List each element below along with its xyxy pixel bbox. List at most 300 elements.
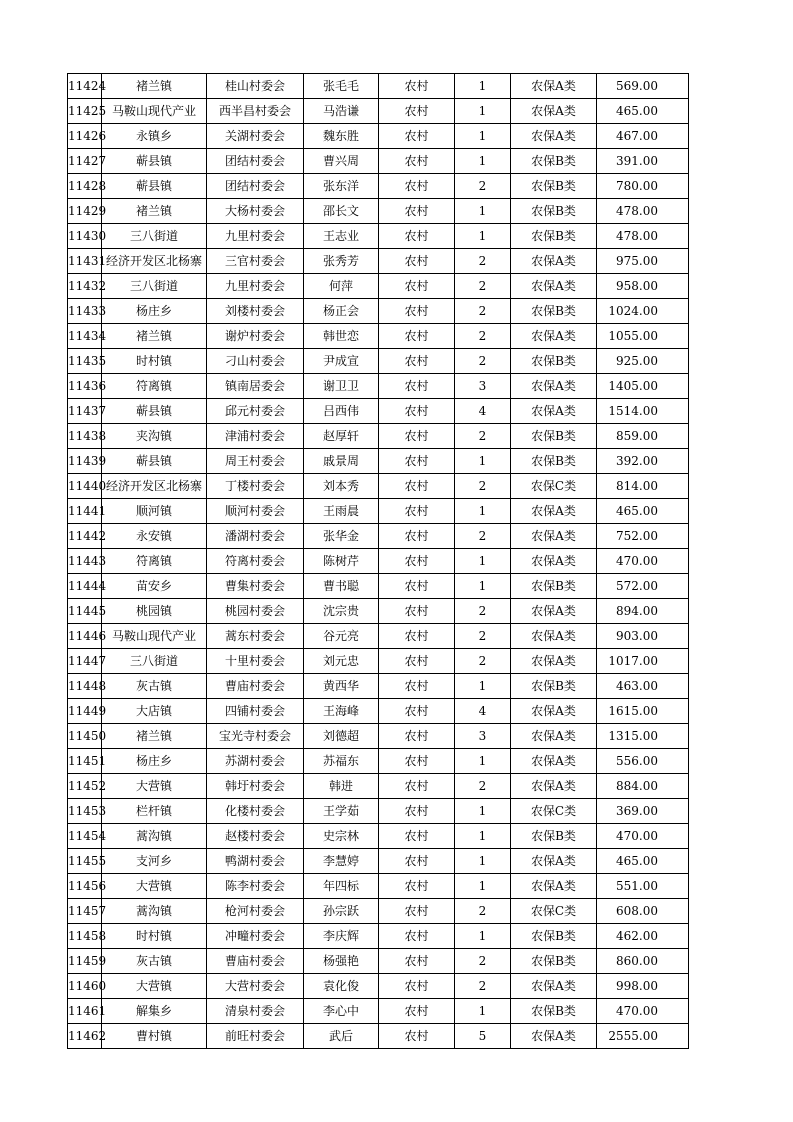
record-id-cell: 11435 xyxy=(68,349,102,374)
amount-cell: 1024.00 xyxy=(597,299,689,324)
recipient-name-cell: 戚景周 xyxy=(304,449,379,474)
amount-cell: 470.00 xyxy=(597,824,689,849)
recipient-name-cell: 史宗林 xyxy=(304,824,379,849)
recipient-name-cell: 何萍 xyxy=(304,274,379,299)
record-id-cell: 11425 xyxy=(68,99,102,124)
village-committee-cell: 谢炉村委会 xyxy=(207,324,304,349)
table-row xyxy=(68,274,689,299)
township-cell: 蒿沟镇 xyxy=(102,824,207,849)
township-cell: 夹沟镇 xyxy=(102,424,207,449)
insurance-category-cell: 农保B类 xyxy=(511,174,597,199)
family-size-cell: 2 xyxy=(455,474,511,499)
township-cell: 苗安乡 xyxy=(102,574,207,599)
household-type-cell: 农村 xyxy=(379,649,455,674)
family-size-cell: 1 xyxy=(455,124,511,149)
table-row xyxy=(68,649,689,674)
village-committee-cell: 清泉村委会 xyxy=(207,999,304,1024)
insurance-category-cell: 农保A类 xyxy=(511,849,597,874)
village-committee-cell: 曹庙村委会 xyxy=(207,674,304,699)
village-committee-cell: 鸭湖村委会 xyxy=(207,849,304,874)
village-committee-cell: 九里村委会 xyxy=(207,224,304,249)
township-cell: 灰古镇 xyxy=(102,949,207,974)
recipient-name-cell: 张毛毛 xyxy=(304,74,379,99)
household-type-cell: 农村 xyxy=(379,899,455,924)
insurance-category-cell: 农保A类 xyxy=(511,124,597,149)
family-size-cell: 2 xyxy=(455,274,511,299)
recipient-name-cell: 沈宗贵 xyxy=(304,599,379,624)
village-committee-cell: 前旺村委会 xyxy=(207,1024,304,1049)
household-type-cell: 农村 xyxy=(379,449,455,474)
insurance-category-cell: 农保A类 xyxy=(511,774,597,799)
insurance-category-cell: 农保B类 xyxy=(511,949,597,974)
family-size-cell: 3 xyxy=(455,724,511,749)
table-row xyxy=(68,124,689,149)
recipient-name-cell: 王海峰 xyxy=(304,699,379,724)
roster-body xyxy=(68,74,689,1049)
insurance-category-cell: 农保A类 xyxy=(511,624,597,649)
amount-cell: 392.00 xyxy=(597,449,689,474)
amount-cell: 860.00 xyxy=(597,949,689,974)
township-cell: 符离镇 xyxy=(102,549,207,574)
table-row xyxy=(68,774,689,799)
amount-cell: 859.00 xyxy=(597,424,689,449)
village-committee-cell: 桂山村委会 xyxy=(207,74,304,99)
village-committee-cell: 三官村委会 xyxy=(207,249,304,274)
recipient-name-cell: 李慧婷 xyxy=(304,849,379,874)
village-committee-cell: 潘湖村委会 xyxy=(207,524,304,549)
recipient-name-cell: 魏东胜 xyxy=(304,124,379,149)
household-type-cell: 农村 xyxy=(379,924,455,949)
village-committee-cell: 周王村委会 xyxy=(207,449,304,474)
township-cell: 时村镇 xyxy=(102,349,207,374)
table-row xyxy=(68,549,689,574)
household-type-cell: 农村 xyxy=(379,599,455,624)
village-committee-cell: 四铺村委会 xyxy=(207,699,304,724)
recipient-name-cell: 刘本秀 xyxy=(304,474,379,499)
record-id-cell: 11462 xyxy=(68,1024,102,1049)
record-id-cell: 11446 xyxy=(68,624,102,649)
amount-cell: 925.00 xyxy=(597,349,689,374)
recipient-name-cell: 黄西华 xyxy=(304,674,379,699)
family-size-cell: 1 xyxy=(455,149,511,174)
household-type-cell: 农村 xyxy=(379,124,455,149)
household-type-cell: 农村 xyxy=(379,374,455,399)
record-id-cell: 11427 xyxy=(68,149,102,174)
record-id-cell: 11442 xyxy=(68,524,102,549)
recipient-name-cell: 张东洋 xyxy=(304,174,379,199)
amount-cell: 1514.00 xyxy=(597,399,689,424)
table-row xyxy=(68,524,689,549)
table-row xyxy=(68,849,689,874)
table-row xyxy=(68,799,689,824)
insurance-category-cell: 农保C类 xyxy=(511,899,597,924)
township-cell: 经济开发区北杨寨 xyxy=(102,249,207,274)
village-committee-cell: 苏湖村委会 xyxy=(207,749,304,774)
family-size-cell: 2 xyxy=(455,949,511,974)
recipient-name-cell: 邵长文 xyxy=(304,199,379,224)
family-size-cell: 2 xyxy=(455,249,511,274)
table-row xyxy=(68,199,689,224)
insurance-category-cell: 农保C类 xyxy=(511,799,597,824)
household-type-cell: 农村 xyxy=(379,399,455,424)
recipient-name-cell: 韩世恋 xyxy=(304,324,379,349)
amount-cell: 478.00 xyxy=(597,199,689,224)
table-row xyxy=(68,99,689,124)
table-row xyxy=(68,74,689,99)
record-id-cell: 11460 xyxy=(68,974,102,999)
household-type-cell: 农村 xyxy=(379,874,455,899)
family-size-cell: 1 xyxy=(455,449,511,474)
insurance-category-cell: 农保B类 xyxy=(511,424,597,449)
insurance-category-cell: 农保A类 xyxy=(511,974,597,999)
record-id-cell: 11447 xyxy=(68,649,102,674)
amount-cell: 2555.00 xyxy=(597,1024,689,1049)
amount-cell: 1405.00 xyxy=(597,374,689,399)
record-id-cell: 11429 xyxy=(68,199,102,224)
township-cell: 褚兰镇 xyxy=(102,74,207,99)
table-row xyxy=(68,874,689,899)
table-row xyxy=(68,674,689,699)
village-committee-cell: 赵楼村委会 xyxy=(207,824,304,849)
table-row xyxy=(68,399,689,424)
table-row xyxy=(68,349,689,374)
family-size-cell: 1 xyxy=(455,824,511,849)
township-cell: 蒿沟镇 xyxy=(102,899,207,924)
recipient-name-cell: 李心中 xyxy=(304,999,379,1024)
table-row xyxy=(68,824,689,849)
amount-cell: 391.00 xyxy=(597,149,689,174)
village-committee-cell: 镇南居委会 xyxy=(207,374,304,399)
insurance-category-cell: 农保A类 xyxy=(511,74,597,99)
family-size-cell: 2 xyxy=(455,324,511,349)
family-size-cell: 1 xyxy=(455,499,511,524)
insurance-category-cell: 农保A类 xyxy=(511,374,597,399)
recipient-name-cell: 韩进 xyxy=(304,774,379,799)
recipient-name-cell: 杨强艳 xyxy=(304,949,379,974)
amount-cell: 884.00 xyxy=(597,774,689,799)
record-id-cell: 11437 xyxy=(68,399,102,424)
village-committee-cell: 顺河村委会 xyxy=(207,499,304,524)
household-type-cell: 农村 xyxy=(379,424,455,449)
insurance-category-cell: 农保B类 xyxy=(511,924,597,949)
record-id-cell: 11457 xyxy=(68,899,102,924)
record-id-cell: 11449 xyxy=(68,699,102,724)
household-type-cell: 农村 xyxy=(379,774,455,799)
record-id-cell: 11426 xyxy=(68,124,102,149)
insurance-category-cell: 农保A类 xyxy=(511,1024,597,1049)
amount-cell: 465.00 xyxy=(597,99,689,124)
insurance-category-cell: 农保A类 xyxy=(511,399,597,424)
amount-cell: 463.00 xyxy=(597,674,689,699)
township-cell: 支河乡 xyxy=(102,849,207,874)
insurance-category-cell: 农保A类 xyxy=(511,749,597,774)
assistance-roster-table xyxy=(67,73,689,1049)
township-cell: 马鞍山现代产业 xyxy=(102,624,207,649)
insurance-category-cell: 农保A类 xyxy=(511,324,597,349)
recipient-name-cell: 孙宗跃 xyxy=(304,899,379,924)
record-id-cell: 11440 xyxy=(68,474,102,499)
recipient-name-cell: 谢卫卫 xyxy=(304,374,379,399)
insurance-category-cell: 农保B类 xyxy=(511,999,597,1024)
table-row xyxy=(68,324,689,349)
amount-cell: 470.00 xyxy=(597,549,689,574)
table-row xyxy=(68,424,689,449)
recipient-name-cell: 杨正会 xyxy=(304,299,379,324)
village-committee-cell: 化楼村委会 xyxy=(207,799,304,824)
recipient-name-cell: 李庆辉 xyxy=(304,924,379,949)
amount-cell: 608.00 xyxy=(597,899,689,924)
insurance-category-cell: 农保A类 xyxy=(511,599,597,624)
amount-cell: 894.00 xyxy=(597,599,689,624)
amount-cell: 467.00 xyxy=(597,124,689,149)
amount-cell: 1615.00 xyxy=(597,699,689,724)
recipient-name-cell: 曹兴周 xyxy=(304,149,379,174)
village-committee-cell: 大杨村委会 xyxy=(207,199,304,224)
amount-cell: 998.00 xyxy=(597,974,689,999)
household-type-cell: 农村 xyxy=(379,249,455,274)
household-type-cell: 农村 xyxy=(379,474,455,499)
insurance-category-cell: 农保A类 xyxy=(511,524,597,549)
household-type-cell: 农村 xyxy=(379,549,455,574)
table-row xyxy=(68,924,689,949)
village-committee-cell: 符离村委会 xyxy=(207,549,304,574)
record-id-cell: 11428 xyxy=(68,174,102,199)
village-committee-cell: 团结村委会 xyxy=(207,174,304,199)
household-type-cell: 农村 xyxy=(379,224,455,249)
village-committee-cell: 邱元村委会 xyxy=(207,399,304,424)
recipient-name-cell: 武后 xyxy=(304,1024,379,1049)
table-row xyxy=(68,724,689,749)
table-row xyxy=(68,224,689,249)
family-size-cell: 1 xyxy=(455,799,511,824)
table-row xyxy=(68,1024,689,1049)
amount-cell: 572.00 xyxy=(597,574,689,599)
insurance-category-cell: 农保B类 xyxy=(511,224,597,249)
table-row xyxy=(68,174,689,199)
table-row xyxy=(68,149,689,174)
table-row xyxy=(68,899,689,924)
record-id-cell: 11433 xyxy=(68,299,102,324)
village-committee-cell: 韩圩村委会 xyxy=(207,774,304,799)
household-type-cell: 农村 xyxy=(379,274,455,299)
township-cell: 蕲县镇 xyxy=(102,399,207,424)
village-committee-cell: 曹集村委会 xyxy=(207,574,304,599)
recipient-name-cell: 年四标 xyxy=(304,874,379,899)
insurance-category-cell: 农保A类 xyxy=(511,274,597,299)
amount-cell: 958.00 xyxy=(597,274,689,299)
recipient-name-cell: 吕西伟 xyxy=(304,399,379,424)
family-size-cell: 1 xyxy=(455,549,511,574)
township-cell: 蕲县镇 xyxy=(102,149,207,174)
recipient-name-cell: 袁化俊 xyxy=(304,974,379,999)
insurance-category-cell: 农保B类 xyxy=(511,674,597,699)
recipient-name-cell: 马浩谦 xyxy=(304,99,379,124)
insurance-category-cell: 农保A类 xyxy=(511,499,597,524)
household-type-cell: 农村 xyxy=(379,749,455,774)
household-type-cell: 农村 xyxy=(379,499,455,524)
village-committee-cell: 丁楼村委会 xyxy=(207,474,304,499)
household-type-cell: 农村 xyxy=(379,524,455,549)
recipient-name-cell: 陈树芹 xyxy=(304,549,379,574)
recipient-name-cell: 赵厚轩 xyxy=(304,424,379,449)
family-size-cell: 4 xyxy=(455,399,511,424)
insurance-category-cell: 农保B类 xyxy=(511,449,597,474)
insurance-category-cell: 农保B类 xyxy=(511,574,597,599)
recipient-name-cell: 王雨晨 xyxy=(304,499,379,524)
township-cell: 解集乡 xyxy=(102,999,207,1024)
amount-cell: 1055.00 xyxy=(597,324,689,349)
family-size-cell: 2 xyxy=(455,649,511,674)
record-id-cell: 11430 xyxy=(68,224,102,249)
household-type-cell: 农村 xyxy=(379,974,455,999)
household-type-cell: 农村 xyxy=(379,824,455,849)
recipient-name-cell: 王学茹 xyxy=(304,799,379,824)
table-row xyxy=(68,999,689,1024)
table-row xyxy=(68,299,689,324)
table-row xyxy=(68,974,689,999)
village-committee-cell: 津浦村委会 xyxy=(207,424,304,449)
family-size-cell: 3 xyxy=(455,374,511,399)
township-cell: 马鞍山现代产业 xyxy=(102,99,207,124)
township-cell: 符离镇 xyxy=(102,374,207,399)
household-type-cell: 农村 xyxy=(379,724,455,749)
family-size-cell: 1 xyxy=(455,74,511,99)
amount-cell: 465.00 xyxy=(597,499,689,524)
township-cell: 褚兰镇 xyxy=(102,199,207,224)
township-cell: 大营镇 xyxy=(102,874,207,899)
family-size-cell: 2 xyxy=(455,349,511,374)
village-committee-cell: 曹庙村委会 xyxy=(207,949,304,974)
family-size-cell: 2 xyxy=(455,299,511,324)
family-size-cell: 1 xyxy=(455,749,511,774)
table-row xyxy=(68,624,689,649)
record-id-cell: 11450 xyxy=(68,724,102,749)
record-id-cell: 11439 xyxy=(68,449,102,474)
insurance-category-cell: 农保A类 xyxy=(511,649,597,674)
insurance-category-cell: 农保A类 xyxy=(511,249,597,274)
township-cell: 顺河镇 xyxy=(102,499,207,524)
amount-cell: 369.00 xyxy=(597,799,689,824)
family-size-cell: 1 xyxy=(455,99,511,124)
village-committee-cell: 十里村委会 xyxy=(207,649,304,674)
household-type-cell: 农村 xyxy=(379,99,455,124)
village-committee-cell: 九里村委会 xyxy=(207,274,304,299)
recipient-name-cell: 谷元亮 xyxy=(304,624,379,649)
insurance-category-cell: 农保C类 xyxy=(511,474,597,499)
household-type-cell: 农村 xyxy=(379,1024,455,1049)
household-type-cell: 农村 xyxy=(379,999,455,1024)
recipient-name-cell: 王志业 xyxy=(304,224,379,249)
record-id-cell: 11452 xyxy=(68,774,102,799)
household-type-cell: 农村 xyxy=(379,674,455,699)
village-committee-cell: 西半昌村委会 xyxy=(207,99,304,124)
family-size-cell: 1 xyxy=(455,874,511,899)
family-size-cell: 2 xyxy=(455,599,511,624)
family-size-cell: 4 xyxy=(455,699,511,724)
township-cell: 永安镇 xyxy=(102,524,207,549)
amount-cell: 975.00 xyxy=(597,249,689,274)
insurance-category-cell: 农保A类 xyxy=(511,874,597,899)
family-size-cell: 1 xyxy=(455,924,511,949)
amount-cell: 556.00 xyxy=(597,749,689,774)
family-size-cell: 5 xyxy=(455,1024,511,1049)
record-id-cell: 11455 xyxy=(68,849,102,874)
insurance-category-cell: 农保B类 xyxy=(511,199,597,224)
family-size-cell: 2 xyxy=(455,774,511,799)
township-cell: 三八街道 xyxy=(102,274,207,299)
village-committee-cell: 团结村委会 xyxy=(207,149,304,174)
table-row xyxy=(68,699,689,724)
township-cell: 栏杆镇 xyxy=(102,799,207,824)
insurance-category-cell: 农保A类 xyxy=(511,549,597,574)
village-committee-cell: 宝光寺村委会 xyxy=(207,724,304,749)
insurance-category-cell: 农保B类 xyxy=(511,824,597,849)
township-cell: 时村镇 xyxy=(102,924,207,949)
family-size-cell: 1 xyxy=(455,574,511,599)
township-cell: 经济开发区北杨寨 xyxy=(102,474,207,499)
township-cell: 曹村镇 xyxy=(102,1024,207,1049)
family-size-cell: 2 xyxy=(455,524,511,549)
amount-cell: 903.00 xyxy=(597,624,689,649)
insurance-category-cell: 农保A类 xyxy=(511,724,597,749)
record-id-cell: 11456 xyxy=(68,874,102,899)
record-id-cell: 11453 xyxy=(68,799,102,824)
township-cell: 灰古镇 xyxy=(102,674,207,699)
township-cell: 蕲县镇 xyxy=(102,174,207,199)
recipient-name-cell: 刘元忠 xyxy=(304,649,379,674)
table-row xyxy=(68,949,689,974)
household-type-cell: 农村 xyxy=(379,624,455,649)
village-committee-cell: 桃园村委会 xyxy=(207,599,304,624)
township-cell: 褚兰镇 xyxy=(102,724,207,749)
family-size-cell: 1 xyxy=(455,849,511,874)
record-id-cell: 11432 xyxy=(68,274,102,299)
township-cell: 永镇乡 xyxy=(102,124,207,149)
village-committee-cell: 陈李村委会 xyxy=(207,874,304,899)
record-id-cell: 11436 xyxy=(68,374,102,399)
family-size-cell: 2 xyxy=(455,174,511,199)
village-committee-cell: 刘楼村委会 xyxy=(207,299,304,324)
table-row xyxy=(68,599,689,624)
household-type-cell: 农村 xyxy=(379,574,455,599)
family-size-cell: 1 xyxy=(455,199,511,224)
household-type-cell: 农村 xyxy=(379,174,455,199)
amount-cell: 780.00 xyxy=(597,174,689,199)
recipient-name-cell: 张秀芳 xyxy=(304,249,379,274)
township-cell: 桃园镇 xyxy=(102,599,207,624)
family-size-cell: 1 xyxy=(455,999,511,1024)
table-row xyxy=(68,374,689,399)
record-id-cell: 11461 xyxy=(68,999,102,1024)
household-type-cell: 农村 xyxy=(379,74,455,99)
recipient-name-cell: 苏福东 xyxy=(304,749,379,774)
insurance-category-cell: 农保B类 xyxy=(511,299,597,324)
village-committee-cell: 刁山村委会 xyxy=(207,349,304,374)
amount-cell: 814.00 xyxy=(597,474,689,499)
table-row xyxy=(68,574,689,599)
record-id-cell: 11443 xyxy=(68,549,102,574)
village-committee-cell: 大营村委会 xyxy=(207,974,304,999)
household-type-cell: 农村 xyxy=(379,149,455,174)
household-type-cell: 农村 xyxy=(379,799,455,824)
record-id-cell: 11444 xyxy=(68,574,102,599)
township-cell: 大营镇 xyxy=(102,974,207,999)
township-cell: 三八街道 xyxy=(102,649,207,674)
recipient-name-cell: 刘德超 xyxy=(304,724,379,749)
table-row xyxy=(68,249,689,274)
record-id-cell: 11448 xyxy=(68,674,102,699)
amount-cell: 752.00 xyxy=(597,524,689,549)
